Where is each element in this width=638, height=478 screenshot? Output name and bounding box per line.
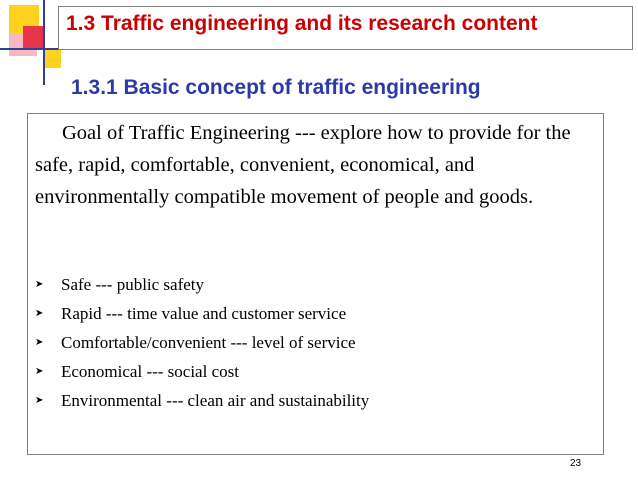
decorative-vertical-line — [43, 0, 45, 85]
bullet-text: Economical --- social cost — [61, 362, 239, 381]
bullet-item — [35, 328, 369, 357]
arrowhead-bullet-icon: ➤ — [35, 337, 44, 348]
bullet-text: Comfortable/convenient --- level of service — [61, 333, 356, 352]
bullet-item — [35, 270, 369, 299]
bullet-item — [35, 386, 369, 415]
arrowhead-bullet-icon: ➤ — [35, 279, 44, 290]
goal-paragraph: Goal of Traffic Engineering --- explore how to provide for the safe, rapid, comfortable, convenient, economical, and environmentally compatible movement of people and goods. — [35, 122, 571, 208]
decorative-red-square — [23, 26, 45, 48]
arrowhead-bullet-icon: ➤ — [35, 308, 44, 319]
goal-bullet-list — [35, 270, 369, 415]
decorative-small-yellow-square — [43, 50, 61, 68]
arrowhead-bullet-icon: ➤ — [35, 395, 44, 406]
slide-title: 1.3 Traffic engineering and its research content — [66, 12, 538, 35]
bullet-text: Rapid --- time value and customer service — [61, 304, 347, 323]
section-subtitle: 1.3.1 Basic concept of traffic engineering — [71, 76, 481, 99]
bullet-text: Safe --- public safety — [61, 275, 205, 294]
arrowhead-bullet-icon: ➤ — [35, 366, 44, 377]
bullet-text: Environmental --- clean air and sustainability — [61, 391, 370, 410]
page-number: 23 — [570, 458, 582, 469]
bullet-item — [35, 299, 369, 328]
bullet-item — [35, 357, 369, 386]
